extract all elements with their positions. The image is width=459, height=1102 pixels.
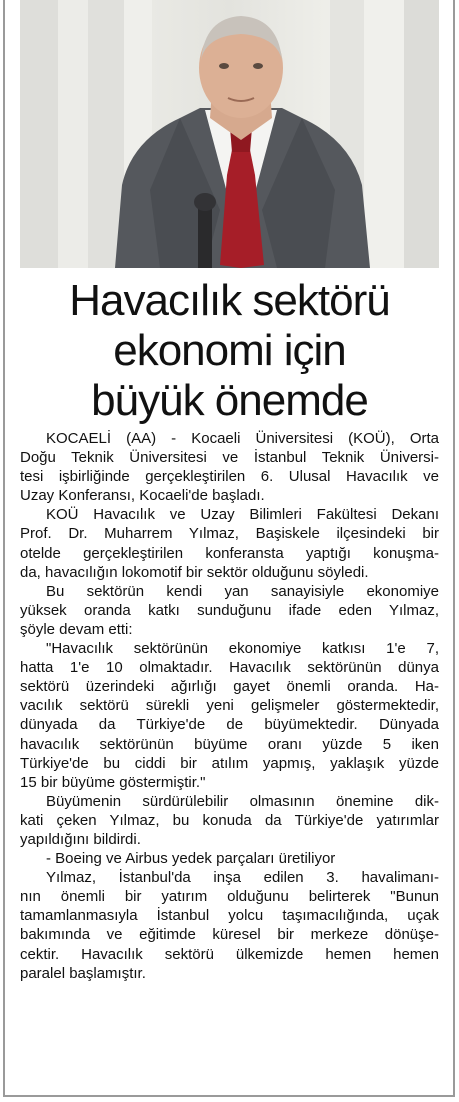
article-line: nın önemli bir yatırım olduğunu belirterek "Bunun	[20, 888, 439, 906]
headline-line: büyük önemde	[91, 376, 368, 425]
article-line: Yılmaz, İstanbul'da inşa edilen 3. havalimanı-	[46, 869, 439, 887]
article-line: cektir. Havacılık sektörü ülkemizde hemen hemen	[20, 945, 439, 963]
article-line: tamamlanmasıyla İstanbul yolcu taşımacılığında, uçak	[20, 907, 439, 925]
article-line: KOÜ Havacılık ve Uzay Bilimleri Fakültesi Dekanı	[46, 506, 439, 524]
article-line: paralel başlamıştır.	[20, 964, 146, 982]
article-line: da, havacılığın lokomotif bir sektör olduğunu söyledi.	[20, 563, 369, 581]
article-line: Türkiye'de bu ciddi bir atılım yapmış, yaklaşık yüzde	[20, 754, 439, 772]
article-line: sektörü üzerindeki ağırlığı gayet önemli oranda. Ha-	[20, 678, 439, 696]
headline	[20, 276, 439, 426]
article-line: yapıldığını bildirdi.	[20, 830, 141, 848]
article-body	[20, 429, 439, 983]
article-line: havacılık sektörünün büyüme oranı yüzde 5 iken	[20, 735, 439, 753]
article-line: tesi işbirliğinde gerçekleştirilen 6. Ulusal Havacılık ve	[20, 468, 439, 486]
article-line: şöyle devam etti:	[20, 620, 133, 638]
article-line: Uzay Konferansı, Kocaeli'de başladı.	[20, 487, 265, 505]
article-line: "Havacılık sektörünün ekonomiye katkısı 1'e 7,	[46, 640, 439, 658]
article-line: otelde gerçekleştirilen konferansta yaptığı konuşma-	[20, 544, 439, 562]
article-line: yüksek oranda katkı sunduğunu ifade eden Yılmaz,	[20, 601, 439, 619]
article-line: Doğu Teknik Üniversitesi ve İstanbul Teknik Üniversi-	[20, 449, 439, 467]
article-photo	[20, 0, 439, 268]
article-line: vacılık sektörü sürekli yeni gelişmeler göstermektedir,	[20, 697, 439, 715]
article-line: Prof. Dr. Muharrem Yılmaz, Başiskele ilçesindeki bir	[20, 525, 439, 543]
article-line: kati çeken Yılmaz, bu konuda da Türkiye'de yatırımlar	[20, 811, 439, 829]
article-line: hatta 1'e 10 olmaktadır. Havacılık sektörünün dünya	[20, 659, 439, 677]
article-line: dünyada da Türkiye'de de büyümektedir. Dünyada	[20, 716, 439, 734]
article-line: KOCAELİ (AA) - Kocaeli Üniversitesi (KOÜ), Orta	[46, 430, 439, 447]
headline-line: ekonomi için	[113, 326, 346, 375]
article-line: bakımında ve eğitimde küresel bir merkeze dönüşe-	[20, 926, 439, 944]
article-subheading: - Boeing ve Airbus yedek parçaları üretiliyor	[46, 850, 336, 868]
headline-line: Havacılık sektörü	[69, 276, 390, 325]
article-line: Büyümenin sürdürülebilir olmasının önemine dik-	[46, 792, 439, 810]
article-line: Bu sektörün kendi yan sanayisiyle ekonomiye	[46, 582, 439, 600]
article-line: 15 bir büyüme göstermiştir."	[20, 773, 206, 791]
